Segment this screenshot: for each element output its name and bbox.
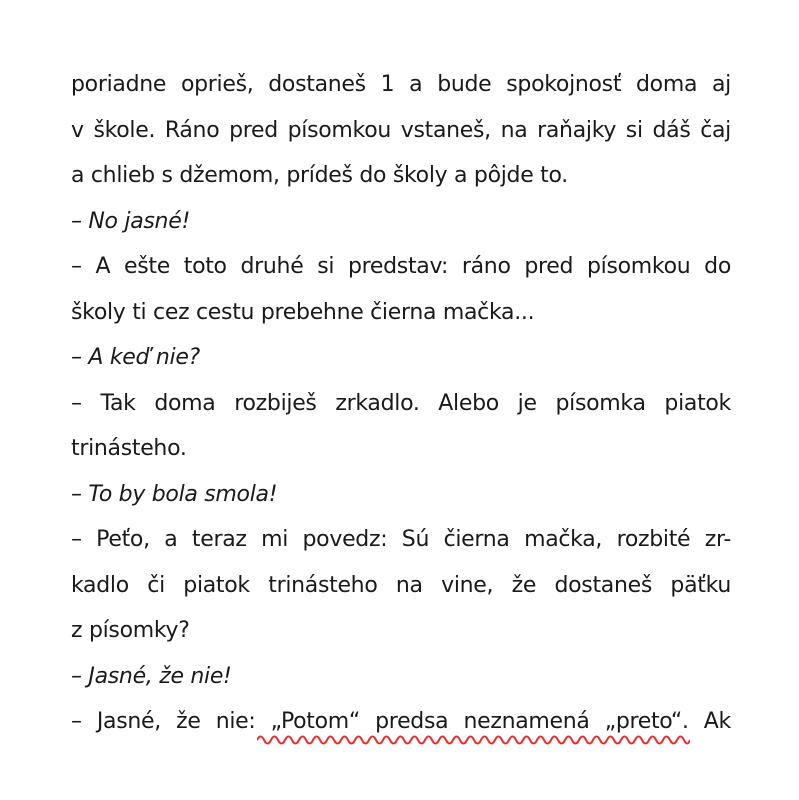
text-line: z písomky? — [71, 618, 190, 643]
dialogue-line-reply: – A keď nie? — [71, 345, 200, 370]
dialogue-line-reply: – To by bola smola! — [71, 481, 278, 507]
text-line: v škole. Ráno pred písomkou vstaneš, na raňajky si dáš čaj — [71, 117, 731, 143]
text-line: školy ti cez cestu prebehne čierna mačka... — [71, 299, 535, 325]
text-line: a chlieb s džemom, prídeš do školy a pôjde to. — [71, 163, 568, 188]
text-block — [71, 62, 731, 745]
text-line: trinásteho. — [71, 436, 187, 461]
dialogue-line-reply: – Jasné, že nie! — [71, 663, 232, 689]
text-line: kadlo či piatok trinásteho na vine, že dostaneš päťku — [71, 572, 731, 598]
text-line: poriadne oprieš, dostaneš 1 a bude spokojnosť doma aj — [71, 72, 731, 97]
text-line: – Peťo, a teraz mi povedz: Sú čierna mačka, rozbité zr- — [71, 527, 731, 552]
text-line: – Tak doma rozbiješ zrkadlo. Alebo je písomka piatok — [71, 390, 731, 416]
text-line: – A ešte toto druhé si predstav: ráno pred písomkou do — [71, 254, 731, 279]
text-line: – Jasné, že nie: „Potom“ predsa neznamená „preto“. Ak — [71, 709, 731, 734]
dialogue-line-reply: – No jasné! — [71, 208, 190, 234]
